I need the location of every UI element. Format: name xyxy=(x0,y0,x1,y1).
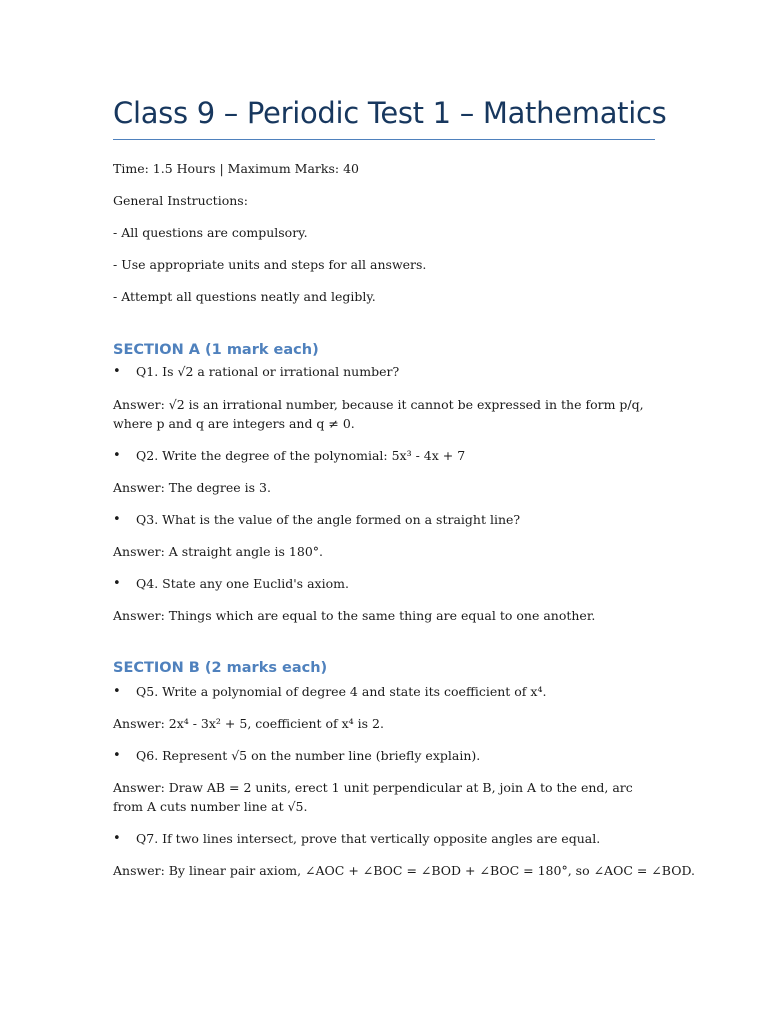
instruction-item: - Use appropriate units and steps for all answers. xyxy=(113,257,427,272)
answer-text: Answer: By linear pair axiom, ∠AOC + ∠BOC = ∠BOD + ∠BOC = 180°, so ∠AOC = ∠BOD. xyxy=(113,863,695,878)
question-text: Q5. Write a polynomial of degree 4 and state its coefficient of x⁴. xyxy=(136,684,547,699)
bullet-icon: • xyxy=(113,512,121,527)
question-text: Q3. What is the value of the angle formed on a straight line? xyxy=(136,512,521,527)
section-b-heading: SECTION B (2 marks each) xyxy=(113,660,328,676)
instruction-item: - Attempt all questions neatly and legibly. xyxy=(113,289,376,304)
question-text: Q1. Is √2 a rational or irrational number? xyxy=(136,364,400,379)
bullet-icon: • xyxy=(113,448,121,463)
answer-text: Answer: Draw AB = 2 units, erect 1 unit perpendicular at B, join A to the end, arc from A cuts number line at √5. xyxy=(113,780,633,814)
answer-text: Answer: 2x⁴ - 3x² + 5, coefficient of x⁴ is 2. xyxy=(113,716,384,731)
question-text: Q2. Write the degree of the polynomial: 5x³ - 4x + 7 xyxy=(136,448,466,463)
test-meta: Time: 1.5 Hours | Maximum Marks: 40 xyxy=(113,161,359,176)
instructions-heading: General Instructions: xyxy=(113,193,248,208)
answer-text: Answer: A straight angle is 180°. xyxy=(113,544,324,559)
document-title: Class 9 – Periodic Test 1 – Mathematics xyxy=(113,96,667,130)
question-text: Q7. If two lines intersect, prove that vertically opposite angles are equal. xyxy=(136,831,601,846)
bullet-icon: • xyxy=(113,684,121,699)
question-text: Q6. Represent √5 on the number line (briefly explain). xyxy=(136,748,481,763)
answer-text: Answer: Things which are equal to the same thing are equal to one another. xyxy=(113,608,596,623)
bullet-icon: • xyxy=(113,364,121,379)
section-a-heading: SECTION A (1 mark each) xyxy=(113,342,319,358)
instruction-item: - All questions are compulsory. xyxy=(113,225,308,240)
title-underline xyxy=(113,139,655,140)
question-text: Q4. State any one Euclid's axiom. xyxy=(136,576,349,591)
bullet-icon: • xyxy=(113,831,121,846)
bullet-icon: • xyxy=(113,748,121,763)
answer-text: Answer: √2 is an irrational number, because it cannot be expressed in the form p/q, where p and q are integers and q ≠ 0. xyxy=(113,397,644,431)
bullet-icon: • xyxy=(113,576,121,591)
answer-text: Answer: The degree is 3. xyxy=(113,480,271,495)
